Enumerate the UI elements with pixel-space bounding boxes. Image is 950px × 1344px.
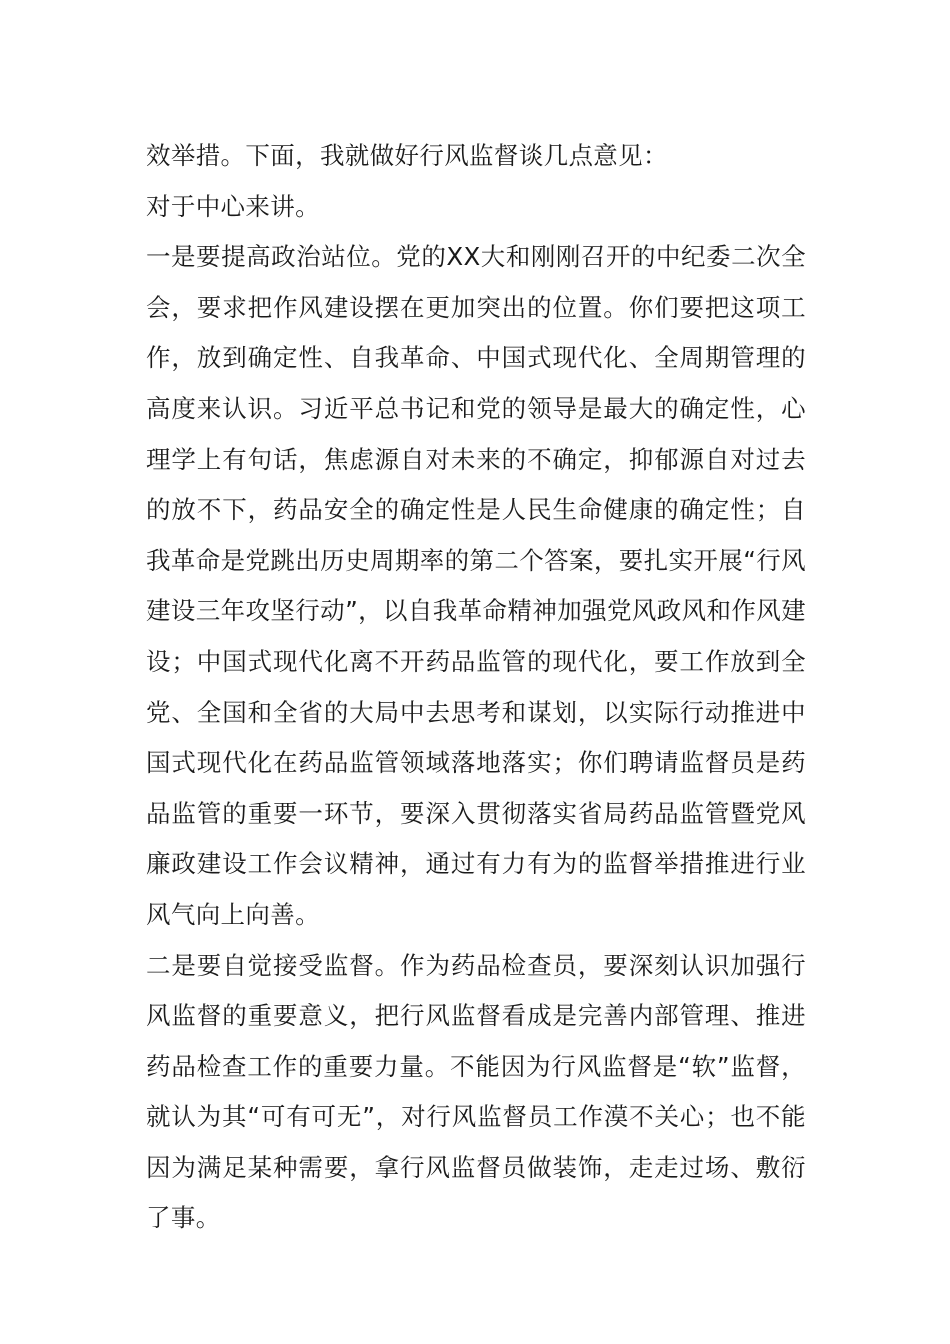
paragraph-intro-continuation: 效举措。下面，我就做好行风监督谈几点意见： — [146, 141, 668, 170]
paragraph-point-two: 二是要自觉接受监督。作为药品检查员，要深刻认识加强行风监督的重要意义，把行风监督看成是完善内部管理、推进药品检查工作的重要力量。不能因为行风监督是“软”监督，就认为其“可有可无”，对行风监督员工作漠不关心；也不能因为满足某种需要，拿行风监督员做装饰，走走过场、敷衍了事。 — [146, 950, 806, 1233]
paragraph-point-one: 一是要提高政治站位。党的XX大和刚刚召开的中纪委二次全会，要求把作风建设摆在更加突出的位置。你们要把这项工作，放到确定性、自我革命、中国式现代化、全周期管理的高度来认识。习近平总书记和党的领导是最大的确定性，心理学上有句话，焦虑源自对未来的不确定，抑郁源自对过去的放不下，药品安全的确定性是人民生命健康的确定性；自我革命是党跳出历史周期率的第二个答案，要扎实开展“行风建设三年攻坚行动”，以自我革命精神加强党风政风和作风建设；中国式现代化离不开药品监管的现代化，要工作放到全党、全国和全省的大局中去思考和谋划，以实际行动推进中国式现代化在药品监管领域落地落实；你们聘请监督员是药品监管的重要一环节，要深入贯彻落实省局药品监管暨党风廉政建设工作会议精神，通过有力有为的监督举措推进行业风气向上向善。 — [146, 242, 806, 929]
paragraph-center-note: 对于中心来讲。 — [146, 191, 320, 221]
document-body — [146, 131, 806, 1244]
